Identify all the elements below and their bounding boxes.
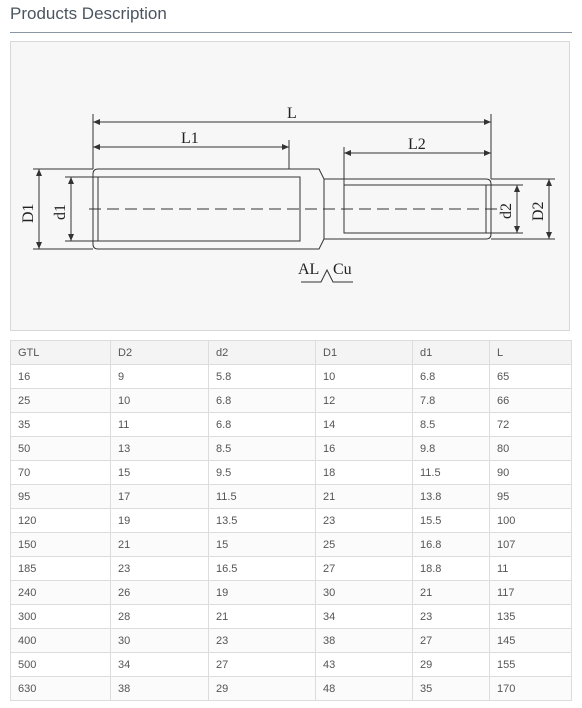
table-cell: 95 [490, 485, 572, 509]
table-cell: 5.8 [209, 365, 316, 389]
table-cell: 14 [316, 413, 413, 437]
table-cell: 34 [111, 653, 209, 677]
table-cell: 19 [111, 509, 209, 533]
label-L1: L1 [181, 130, 199, 147]
table-cell: 16 [11, 365, 111, 389]
table-cell: 11 [111, 413, 209, 437]
table-cell: 66 [490, 389, 572, 413]
table-cell: 9.8 [413, 437, 490, 461]
table-cell: 11 [490, 557, 572, 581]
table-cell: 13.5 [209, 509, 316, 533]
table-cell: 107 [490, 533, 572, 557]
table-row [11, 581, 572, 605]
table-cell: 15.5 [413, 509, 490, 533]
table-cell: 21 [316, 485, 413, 509]
table-row [11, 629, 572, 653]
table-cell: 23 [413, 605, 490, 629]
table-cell: 8.5 [209, 437, 316, 461]
table-cell: 23 [209, 629, 316, 653]
table-cell: 35 [11, 413, 111, 437]
table-cell: 117 [490, 581, 572, 605]
table-cell: 35 [413, 677, 490, 701]
table-cell: 11.5 [209, 485, 316, 509]
label-d1: d1 [52, 204, 69, 220]
table-cell: 300 [11, 605, 111, 629]
table-cell: 150 [11, 533, 111, 557]
table-cell: 18.8 [413, 557, 490, 581]
product-drawing [10, 41, 570, 331]
column-header: d2 [209, 341, 316, 365]
table-cell: 6.8 [413, 365, 490, 389]
table-cell: 26 [111, 581, 209, 605]
title-divider [10, 32, 572, 33]
table-cell: 9.5 [209, 461, 316, 485]
table-cell: 500 [11, 653, 111, 677]
label-L2: L2 [408, 136, 426, 153]
table-cell: 13.8 [413, 485, 490, 509]
specification-table [10, 340, 572, 701]
table-cell: 16 [316, 437, 413, 461]
table-cell: 12 [316, 389, 413, 413]
table-cell: 6.8 [209, 389, 316, 413]
table-cell: 72 [490, 413, 572, 437]
table-cell: 145 [490, 629, 572, 653]
table-cell: 43 [316, 653, 413, 677]
table-cell: 70 [11, 461, 111, 485]
table-cell: 11.5 [413, 461, 490, 485]
table-cell: 100 [490, 509, 572, 533]
column-header: L [490, 341, 572, 365]
table-cell: 29 [209, 677, 316, 701]
table-cell: 23 [316, 509, 413, 533]
table-cell: 38 [316, 629, 413, 653]
table-cell: 18 [316, 461, 413, 485]
table-cell: 6.8 [209, 413, 316, 437]
table-row [11, 509, 572, 533]
table-cell: 15 [111, 461, 209, 485]
table-body [11, 365, 572, 701]
table-cell: 48 [316, 677, 413, 701]
table-cell: 25 [11, 389, 111, 413]
table-cell: 630 [11, 677, 111, 701]
table-cell: 13 [111, 437, 209, 461]
table-row [11, 461, 572, 485]
table-cell: 29 [413, 653, 490, 677]
table-cell: 90 [490, 461, 572, 485]
table-row [11, 485, 572, 509]
table-cell: 155 [490, 653, 572, 677]
label-D1: D1 [20, 203, 37, 223]
table-cell: 135 [490, 605, 572, 629]
table-cell: 17 [111, 485, 209, 509]
table-cell: 27 [413, 629, 490, 653]
label-d2: d2 [498, 203, 515, 219]
table-row [11, 437, 572, 461]
table-cell: 185 [11, 557, 111, 581]
technical-drawing [11, 42, 571, 332]
table-row [11, 389, 572, 413]
table-row [11, 365, 572, 389]
table-cell: 7.8 [413, 389, 490, 413]
table-row [11, 413, 572, 437]
table-cell: 38 [111, 677, 209, 701]
table-cell: 28 [111, 605, 209, 629]
table-row [11, 677, 572, 701]
table-cell: 400 [11, 629, 111, 653]
table-cell: 16.5 [209, 557, 316, 581]
table-header-row [11, 341, 572, 365]
section-title: Products Description [10, 4, 167, 23]
column-header: d1 [413, 341, 490, 365]
label-L: L [287, 105, 297, 122]
table-cell: 240 [11, 581, 111, 605]
table-cell: 25 [316, 533, 413, 557]
table-cell: 27 [209, 653, 316, 677]
table-cell: 19 [209, 581, 316, 605]
table-cell: 16.8 [413, 533, 490, 557]
table-cell: 50 [11, 437, 111, 461]
table-cell: 30 [316, 581, 413, 605]
table-row [11, 653, 572, 677]
column-header: D1 [316, 341, 413, 365]
table-cell: 21 [209, 605, 316, 629]
table-cell: 30 [111, 629, 209, 653]
table-cell: 10 [316, 365, 413, 389]
table-cell: 23 [111, 557, 209, 581]
table-cell: 10 [111, 389, 209, 413]
table-cell: 65 [490, 365, 572, 389]
table-cell: 21 [111, 533, 209, 557]
table-cell: 170 [490, 677, 572, 701]
label-AL: AL [298, 261, 320, 278]
table-cell: 8.5 [413, 413, 490, 437]
column-header: GTL [11, 341, 111, 365]
table-cell: 34 [316, 605, 413, 629]
column-header: D2 [111, 341, 209, 365]
table-cell: 27 [316, 557, 413, 581]
label-Cu: Cu [333, 261, 352, 278]
table-row [11, 557, 572, 581]
table-cell: 80 [490, 437, 572, 461]
table-cell: 120 [11, 509, 111, 533]
table-row [11, 605, 572, 629]
table-row [11, 533, 572, 557]
label-D2: D2 [530, 201, 547, 221]
table-cell: 21 [413, 581, 490, 605]
table-cell: 15 [209, 533, 316, 557]
table-cell: 95 [11, 485, 111, 509]
table-cell: 9 [111, 365, 209, 389]
